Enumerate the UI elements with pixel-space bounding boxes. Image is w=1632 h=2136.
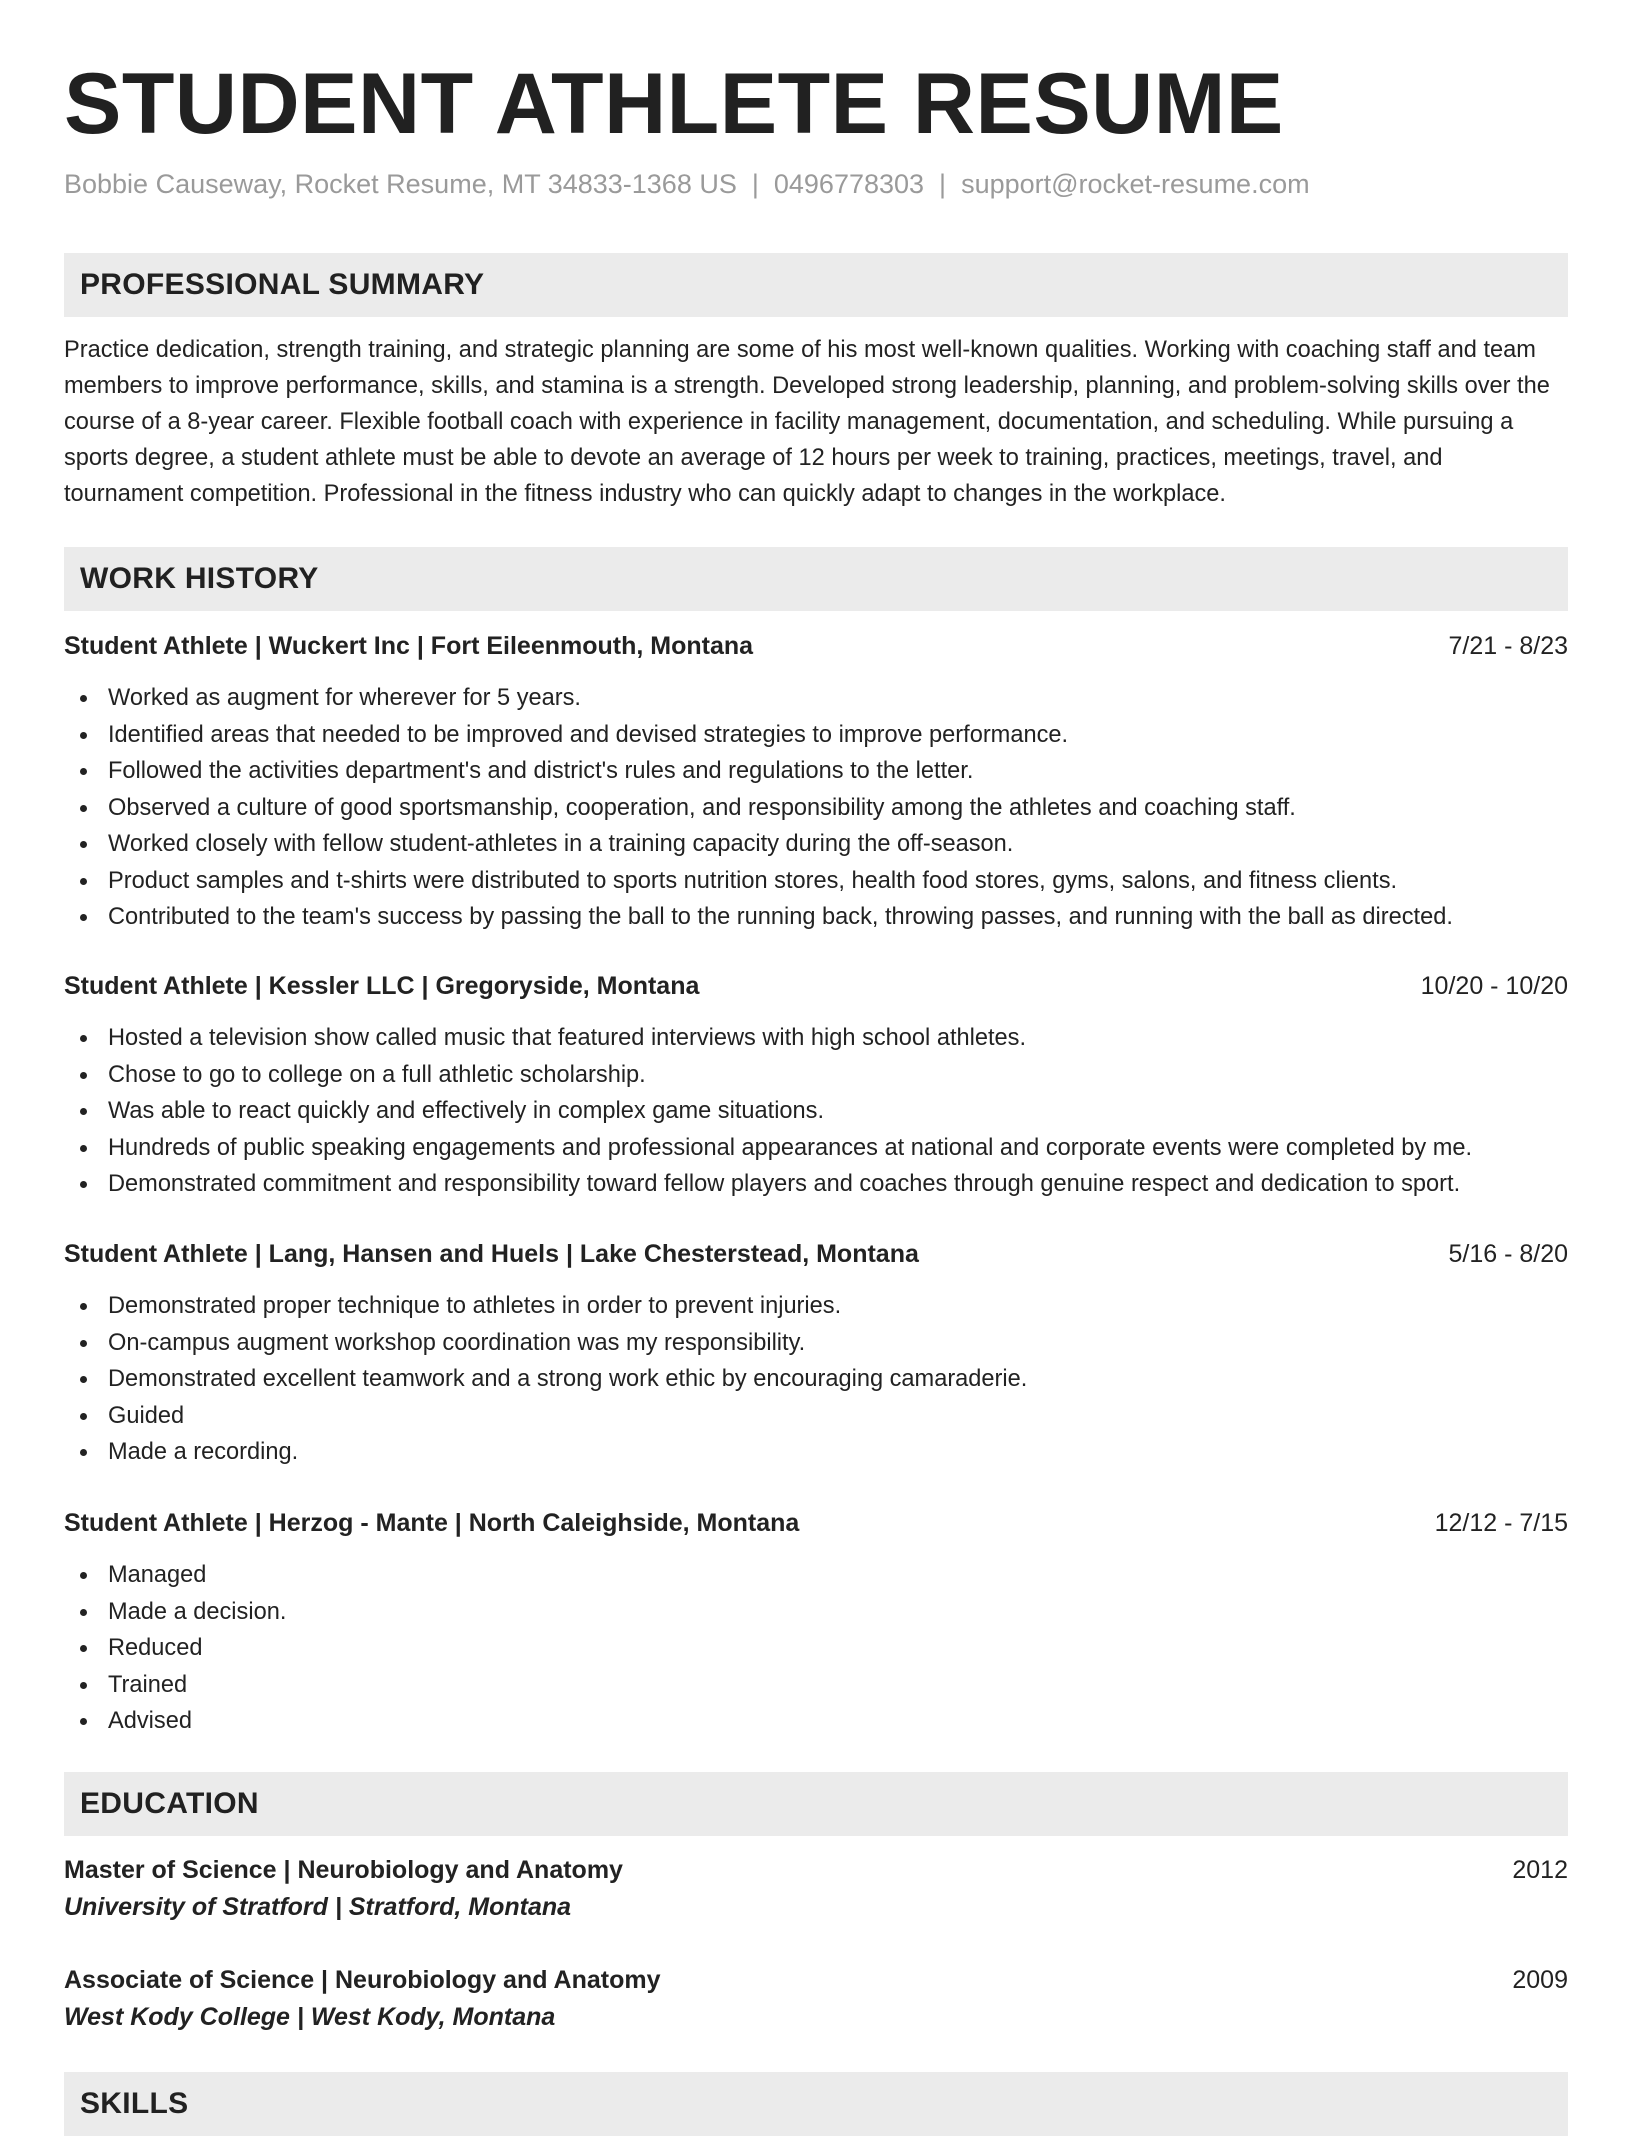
job-bullet: Made a decision.: [64, 1594, 1568, 1631]
job-header: [64, 968, 1568, 1004]
work-history-section-heading: [64, 547, 1568, 611]
job-bullet: Product samples and t-shirts were distributed to sports nutrition stores, health food stores, gyms, salons, and fitness clients.: [64, 863, 1568, 900]
job-bullet-list: [64, 1288, 1568, 1471]
job-bullet: Followed the activities department's and district's rules and regulations to the letter.: [64, 753, 1568, 790]
job-title-line: Student Athlete | Herzog - Mante | North Caleighside, Montana: [64, 1509, 800, 1537]
job-bullet: Was able to react quickly and effectively in complex game situations.: [64, 1093, 1568, 1130]
contact-email[interactable]: support@rocket-resume.com: [961, 169, 1310, 199]
job-entry: [64, 628, 1568, 936]
job-entry: [64, 968, 1568, 1203]
graduation-year: 2009: [1512, 1966, 1568, 1994]
job-bullet: Reduced: [64, 1630, 1568, 1667]
job-bullet-list: [64, 680, 1568, 936]
job-dates: 12/12 - 7/15: [1434, 1509, 1568, 1537]
job-bullet: Advised: [64, 1703, 1568, 1740]
job-entry: [64, 1505, 1568, 1740]
job-bullet: Chose to go to college on a full athletic scholarship.: [64, 1057, 1568, 1094]
contact-separator: |: [939, 169, 947, 199]
degree-line: Master of Science | Neurobiology and Anatomy: [64, 1856, 623, 1884]
job-bullet: On-campus augment workshop coordination was my responsibility.: [64, 1325, 1568, 1362]
education-header: [64, 1962, 1568, 1998]
school-line: University of Stratford | Stratford, Montana: [64, 1893, 572, 1921]
job-dates: 10/20 - 10/20: [1420, 972, 1568, 1000]
contact-separator: |: [751, 169, 759, 199]
job-title-line: Student Athlete | Lang, Hansen and Huels | Lake Chesterstead, Montana: [64, 1240, 919, 1268]
job-dates: 7/21 - 8/23: [1448, 632, 1568, 660]
job-title-line: Student Athlete | Kessler LLC | Gregoryside, Montana: [64, 972, 700, 1000]
job-bullet: Hosted a television show called music that featured interviews with high school athletes.: [64, 1020, 1568, 1057]
job-bullet: Managed: [64, 1557, 1568, 1594]
job-bullet: Contributed to the team's success by passing the ball to the running back, throwing passes, and running with the ball as directed.: [64, 899, 1568, 936]
job-bullet: Observed a culture of good sportsmanship, cooperation, and responsibility among the athletes and coaching staff.: [64, 790, 1568, 827]
job-header: [64, 1236, 1568, 1272]
summary-paragraph: Practice dedication, strength training, and strategic planning are some of his most well-known qualities. Working with coaching staff and team members to improve performance, skills, and stamina is a strength. Developed strong leadership, planning, and problem-solving skills over the course of a 8-year career. Flexible football coach with experience in facility management, documentation, and scheduling. While pursuing a sports degree, a student athlete must be able to devote an average of 12 hours per week to training, practices, meetings, travel, and tournament competition. Professional in the fitness industry who can quickly adapt to changes in the workplace.: [64, 337, 1550, 507]
job-dates: 5/16 - 8/20: [1448, 1240, 1568, 1268]
education-section-heading: [64, 1772, 1568, 1836]
summary-section-heading: [64, 253, 1568, 317]
job-bullet: Worked as augment for wherever for 5 years.: [64, 680, 1568, 717]
contact-phone: 0496778303: [773, 169, 925, 199]
job-bullet: Hundreds of public speaking engagements and professional appearances at national and corporate events were completed by me.: [64, 1130, 1568, 1167]
job-bullet-list: [64, 1020, 1568, 1203]
job-bullet: Demonstrated excellent teamwork and a strong work ethic by encouraging camaraderie.: [64, 1361, 1568, 1398]
school-line: West Kody College | West Kody, Montana: [64, 2003, 556, 2031]
job-header: [64, 1505, 1568, 1541]
resume-title: STUDENT ATHLETE RESUME: [64, 56, 1284, 152]
job-bullet-list: [64, 1557, 1568, 1740]
job-header: [64, 628, 1568, 664]
job-bullet: Guided: [64, 1398, 1568, 1435]
education-entry: [64, 1962, 1568, 2036]
graduation-year: 2012: [1512, 1856, 1568, 1884]
skills-section-heading: [64, 2072, 1568, 2136]
skills-heading-label: SKILLS: [80, 2087, 189, 2120]
education-header: [64, 1852, 1568, 1888]
job-bullet: Made a recording.: [64, 1434, 1568, 1471]
education-entry: [64, 1852, 1568, 1926]
summary-heading-label: PROFESSIONAL SUMMARY: [80, 268, 485, 301]
job-bullet: Trained: [64, 1667, 1568, 1704]
job-bullet: Demonstrated commitment and responsibility toward fellow players and coaches through genuine respect and dedication to sport.: [64, 1166, 1568, 1203]
education-heading-label: EDUCATION: [80, 1787, 259, 1820]
degree-line: Associate of Science | Neurobiology and Anatomy: [64, 1966, 661, 1994]
job-bullet: Worked closely with fellow student-athletes in a training capacity during the off-season.: [64, 826, 1568, 863]
job-bullet: Demonstrated proper technique to athletes in order to prevent injuries.: [64, 1288, 1568, 1325]
job-title-line: Student Athlete | Wuckert Inc | Fort Eileenmouth, Montana: [64, 632, 754, 660]
contact-line: [64, 166, 1310, 202]
contact-address: Bobbie Causeway, Rocket Resume, MT 34833-1368 US: [64, 169, 737, 199]
job-entry: [64, 1236, 1568, 1471]
job-bullet: Identified areas that needed to be improved and devised strategies to improve performance.: [64, 717, 1568, 754]
work-history-heading-label: WORK HISTORY: [80, 562, 319, 595]
